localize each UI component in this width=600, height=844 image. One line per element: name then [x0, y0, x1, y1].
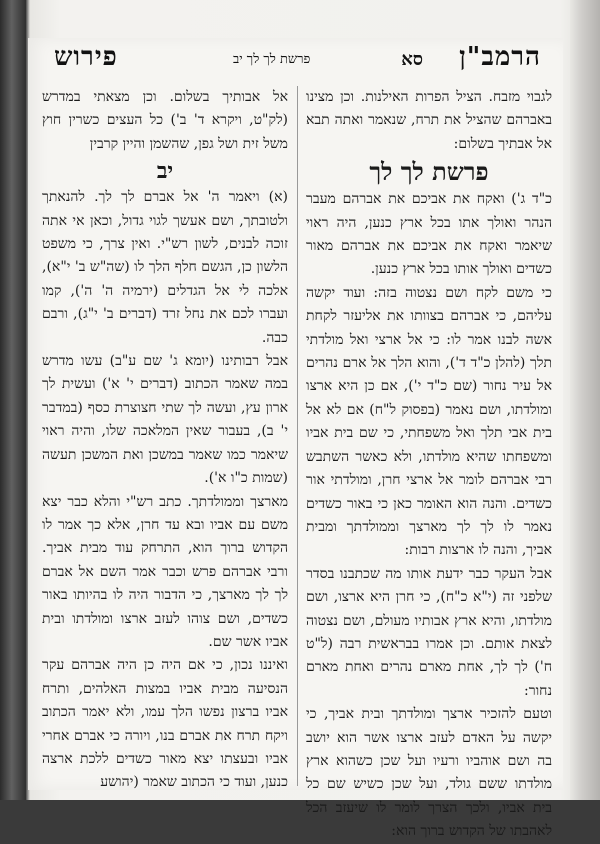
- right-paragraph-0: לגבוי מזבח. הציל הפרות האילנות. וכן מצינו באברהם שהציל את תרח, שנאמר ואתה תבא אל אבתיך בשלום:: [306, 89, 552, 152]
- right-paragraph-4: אבל העקר כבר ידעת אותו מה שכתבנו בסדר שלפני זה (י"א כ"ח), כי חרן היא ארצו, ושם מולדתו, והיא ארץ אבותיו מעולם, ושם נצטוה לצאת אותם. וכן אמרו בבראשית רבה (ל"ט ח') לך לך, אחת מארם נהרים ואחת מארם נחור:: [306, 565, 552, 699]
- running-head-right: הרמב"ן: [459, 42, 541, 72]
- right-paragraph-2: כ"ד ג') ואקח את אביכם את אברהם מעבר הנהר ואולך אתו בכל ארץ כנען, היה ראוי שיאמר ואקח את אביכם את אברהם מאור כשדים ואולך אותו בכל ארץ כנען.: [306, 191, 552, 278]
- text-columns: [42, 86, 552, 840]
- parasha-heading: פרשת לך לך: [369, 157, 489, 187]
- running-head-parasha: פרשת לך לך יב: [233, 52, 311, 67]
- right-column: [306, 86, 552, 840]
- left-paragraph-3: אבל רבותינו (יומא ג' שם ע"ב) עשו מדרש במה שאמר הכתוב (דברים י' א') ועשית לך ארון עץ, ועשה לך שתי חצוצרת כסף (במדבר י' ב), בעבור שאין המלאכה שלו, והיה ראוי שיאמר כמו שאמר במשכן ואת המשכן תעשה (שמות כ"ו א').: [42, 353, 288, 487]
- left-paragraph-0: אל אבותיך בשלום. וכן מצאתי במדרש (לק"ט, ויקרא ד' ב') כל העצים כשרין חוץ משל זית ושל גפן, שהשמן והיין קרבין: [42, 89, 288, 152]
- book-spine: [0, 0, 26, 800]
- column-divider: [297, 86, 298, 786]
- chapter-number: יב: [156, 158, 174, 185]
- right-paragraph-5: וטעם להזכיר ארצך ומולדתך ובית אביך, כי יקשה על האדם לעזב ארצו אשר הוא יושב בה ושם אוהביו ורעיו ועל שכן כשהוא ארץ מולדתו ששם גולד, ועל שכן כשיש שם כל בית אביו, ולכך הצרך לומר לו שיעזב הכל לאהבתו של הקדוש ברוך הוא:: [306, 706, 552, 840]
- page-number: סא: [401, 49, 423, 70]
- book-page: [28, 38, 563, 840]
- page-header: [28, 42, 563, 92]
- running-head-left: פירוש: [54, 42, 118, 72]
- left-paragraph-4: מארצך וממולדתך. כתב רש"י והלא כבר יצא משם עם אביו ובא עד חרן, אלא כך אמר לו הקדוש ברוך הוא, התרחק עוד מבית אביך. ורבי אברהם פרש וכבר אמר השם אל אברם לך לך מארצך, כי הדבור היה לו בהיותו באור כשדים, ושם צוהו לעזב ארצו ומולדתו ובית אביו אשר שם.: [42, 493, 288, 650]
- right-paragraph-3: כי משם לקח ושם נצטוה בזה: ועוד יקשה עליהם, כי אברהם בצוותו את אליעזר לקחת אשה לבנו אמר לו: כי אל ארצי ואל מולדתי תלך (להלן כ"ד ד'), והוא הלך אל ארם נהרים אל עיר נחור (שם כ"ד י'), אם כן היא ארצו ומולדתו, ושם נאמר (בפסוק ל"ח) אם לא אל בית אבי תלך ואל משפחתי, כי שם בית אביו ומשפחתו שהיא מולדתו, ולא כאשר השתבש רבי אברהם לומר אל ארצי חרן, ומולדתי אור כשדים. והנה הוא האומר כאן כי באור כשדים נאמר לו לך לך מארצך וממולדתך ומבית אביך, והנה לו ארצות רבות:: [306, 284, 552, 559]
- left-column: [42, 86, 288, 791]
- next-page-edge: [570, 0, 600, 800]
- left-paragraph-5: ואיננו נכון, כי אם היה כן היה אברהם עקר הנסיעה מבית אביו במצות האלהים, ותרח אביו ברצון נפשו הלך עמו, ולא יאמר הכתוב ויקח תרח את אברם בנו, ויורה כי אברם אחרי אביו ובעצתו יצא מאור כשדים ללכת ארצה כנען, ועוד כי הכתוב שאמר (יהושע: [42, 657, 288, 791]
- left-paragraph-2: (א) ויאמר ה' אל אברם לך לך. להנאתך ולטובתך, ושם אעשך לגוי גדול, וכאן אי אתה זוכה לבנים, לשון רש"י. ואין צרך, כי משפט הלשון כן, הגשם חלף הלך לו (שה"ש ב' י"א), אלכה לי אל הגדלים (ירמיה ה' ה'), קמו ועברו לכם את נחל זרד (דברים ב' י"ג), ורבם כבה.: [42, 189, 288, 346]
